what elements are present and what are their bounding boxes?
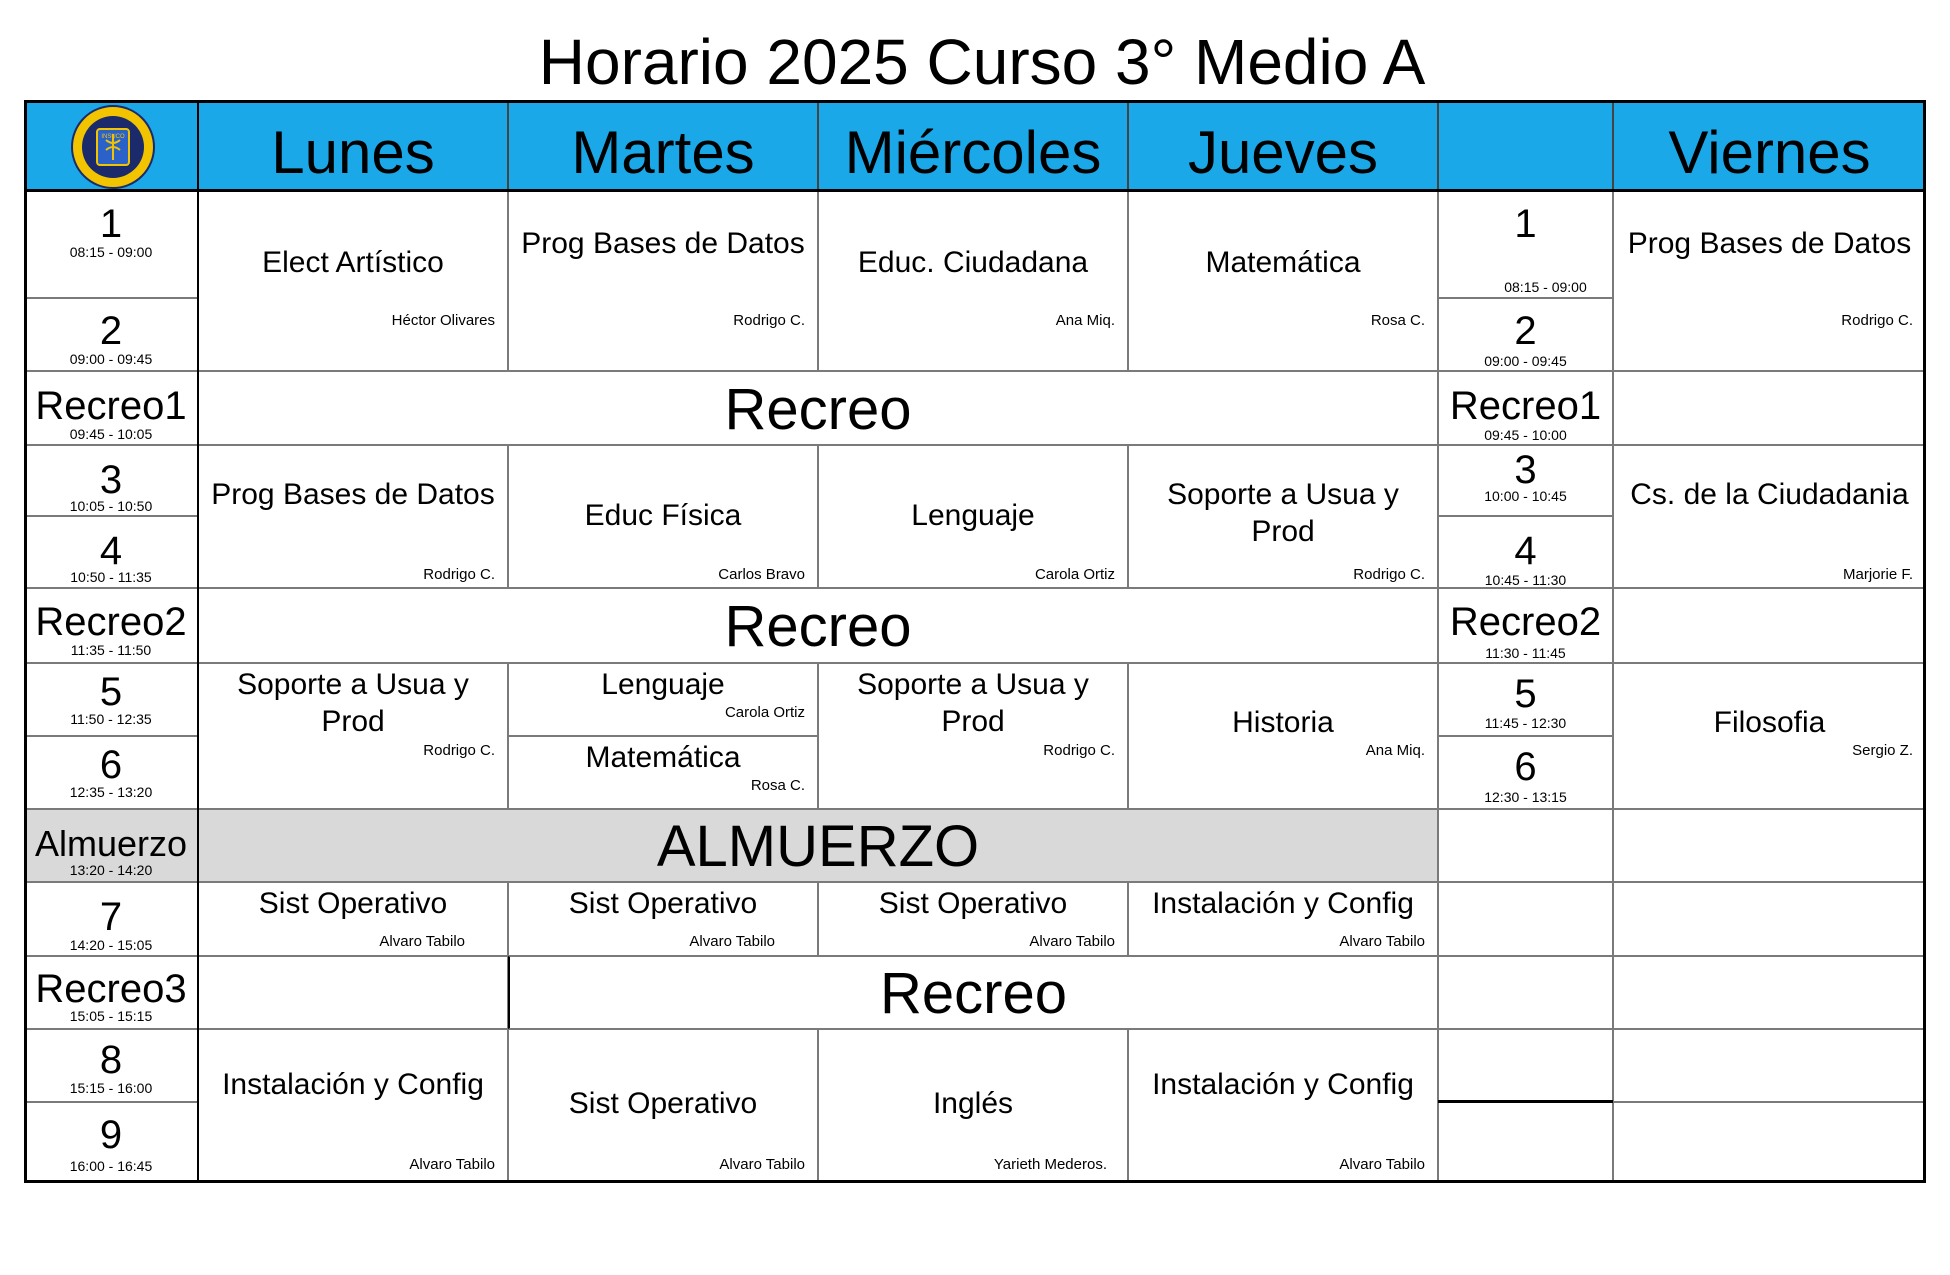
period-time: 14:20 - 15:05 [69,937,153,953]
period-3 [24,445,198,516]
period-label: Recreo1 [1449,384,1602,428]
class-cell [818,663,1128,809]
period-label: 5 [99,670,123,714]
friday-period-6 [1438,736,1613,809]
day-label: Jueves [1187,119,1379,186]
class-cell [818,1029,1128,1183]
header-lunes [198,100,508,191]
period-time: 09:45 - 10:05 [69,426,153,442]
subject: Instalación y Config [1152,1068,1414,1101]
page-title: Horario 2025 Curso 3° Medio A [538,26,1426,98]
period-2 [24,298,198,371]
class-cell [508,663,818,736]
period-label: Recreo2 [35,600,187,644]
subject: Prog Bases de Datos [211,478,495,511]
period-time: 11:45 - 12:30 [1484,715,1567,731]
period-time: 09:45 - 10:00 [1484,427,1567,443]
period-label: 5 [1514,672,1537,716]
period-label: 4 [99,529,123,573]
break-label: Recreo [724,377,912,442]
teacher: Rodrigo C. [423,742,495,759]
class-cell [1128,191,1438,371]
period-time: 11:35 - 11:50 [70,642,152,658]
period-label: 6 [99,743,123,787]
period-label: 4 [1514,529,1537,573]
class-cell [1128,445,1438,588]
period-7 [24,882,198,956]
class-cell [1613,445,1926,588]
period-5 [24,663,198,736]
period-time: 09:00 - 09:45 [69,351,153,367]
empty-cell [1613,588,1926,663]
friday-period-4 [1438,516,1613,588]
teacher: Carlos Bravo [718,566,805,583]
empty-cell [1438,956,1613,1029]
day-label: Lunes [271,119,435,186]
period-time: 10:05 - 10:50 [69,498,153,514]
subject: Sist Operativo [258,887,448,920]
class-cell [198,1029,508,1183]
teacher: Alvaro Tabilo [1029,933,1115,950]
teacher: Rodrigo C. [733,312,805,329]
period-label: Recreo3 [35,967,187,1011]
subject: Lenguaje [911,499,1035,532]
period-label: 3 [1514,448,1537,492]
break-label: Recreo [880,961,1067,1026]
period-label: 3 [99,458,123,502]
period-label: 2 [1514,309,1537,353]
period-time: 08:15 - 09:00 [69,244,153,260]
period-1 [24,191,198,298]
class-cell [198,191,508,371]
class-cell [1613,191,1926,371]
teacher: Rodrigo C. [1841,312,1913,329]
empty-cell [1613,956,1926,1029]
teacher: Alvaro Tabilo [1339,933,1425,950]
teacher: Rosa C. [1370,312,1425,329]
period-time: 12:30 - 13:15 [1484,789,1567,805]
header-jueves [1128,100,1438,191]
subject: Educ. Ciudadana [857,246,1089,279]
class-cell [508,882,818,956]
column-separator [197,100,199,1183]
subject: Soporte a Usua y Prod [857,668,1089,738]
period-time: 15:15 - 16:00 [69,1080,153,1096]
subject: Matemática [1205,246,1361,279]
period-9 [24,1102,198,1183]
subject: Inglés [932,1087,1014,1120]
period-time: 11:30 - 11:45 [1485,645,1566,661]
teacher: Alvaro Tabilo [409,1156,495,1173]
period-label: 6 [1514,745,1537,789]
period-label: 1 [99,202,123,246]
teacher: Carola Ortiz [1034,566,1115,583]
class-cell [508,445,818,588]
subject: Soporte a Usua y Prod [1167,478,1399,548]
friday-period-recreo1 [1438,371,1613,445]
teacher: Marjorie F. [1842,566,1913,583]
period-4 [24,516,198,588]
class-cell [508,191,818,371]
friday-period-2 [1438,298,1613,371]
teacher: Ana Miq. [1365,742,1425,759]
recreo-band-1 [198,371,1438,445]
period-label: 9 [99,1113,123,1157]
class-cell [1613,663,1926,809]
empty-cell [1613,1102,1926,1183]
teacher: Alvaro Tabilo [719,1156,805,1173]
empty-cell [1613,882,1926,956]
logo-center-text: INSUCO [101,134,125,140]
period-time: 11:50 - 12:35 [70,711,152,727]
empty-cell [1438,882,1613,956]
class-cell [818,445,1128,588]
teacher: Rosa C. [750,777,805,794]
school-logo [70,104,156,190]
teacher: Ana Miq. [1055,312,1115,329]
period-label: 7 [99,895,123,939]
empty-cell [1613,371,1926,445]
subject: Prog Bases de Datos [1627,227,1912,260]
period-label: Recreo2 [1449,600,1602,644]
class-cell [198,882,508,956]
teacher: Rodrigo C. [423,566,495,583]
subject: Sist Operativo [568,1087,758,1120]
subject: Filosofia [1713,706,1826,739]
almuerzo-band [198,809,1438,882]
subject: Instalación y Config [1152,887,1414,920]
header-bottom-line [24,189,1926,192]
teacher: Yarieth Mederos. [993,1156,1107,1173]
period-recreo2 [24,588,198,663]
period-time: 09:00 - 09:45 [1484,353,1567,369]
period-recreo3 [24,956,198,1029]
period-time: 08:15 - 09:00 [1504,279,1587,295]
period-8 [24,1029,198,1102]
empty-cell [1613,809,1926,882]
teacher: Alvaro Tabilo [379,933,465,950]
subject: Instalación y Config [222,1068,484,1101]
break-label: Recreo [724,594,912,659]
header-martes [508,100,818,191]
subject: Prog Bases de Datos [521,227,805,260]
class-cell [1128,1029,1438,1183]
class-cell [818,882,1128,956]
period-time: 16:00 - 16:45 [69,1158,153,1174]
teacher: Héctor Olivares [391,312,495,329]
period-label: Almuerzo [34,823,188,864]
empty-cell [1438,809,1613,882]
class-cell [1128,663,1438,809]
class-cell [198,663,508,809]
header-viernes [1613,100,1926,191]
day-label: Viernes [1668,119,1871,186]
period-label: 1 [1514,202,1537,246]
teacher: Sergio Z. [1852,742,1913,759]
period-recreo1 [24,371,198,445]
empty-cell [1438,1029,1613,1102]
subject: Educ Física [584,499,742,532]
divider-line [1438,1100,1613,1103]
teacher: Carola Ortiz [724,704,805,721]
class-cell [508,736,818,809]
recreo-band-2 [198,588,1438,663]
class-cell [1128,882,1438,956]
period-label: Recreo1 [35,384,187,428]
empty-cell [198,956,508,1029]
break-label: ALMUERZO [656,814,980,879]
period-time: 12:35 - 13:20 [69,784,153,800]
period-time: 10:45 - 11:30 [1484,572,1567,588]
class-cell [508,1029,818,1183]
period-label: 2 [99,309,123,353]
empty-cell [1613,1029,1926,1102]
recreo-band-3 [508,956,1438,1029]
class-cell [818,191,1128,371]
header-friday-periods [1438,100,1613,191]
subject: Elect Artístico [262,246,444,279]
period-time: 15:05 - 15:15 [69,1008,153,1024]
subject: Historia [1232,706,1334,739]
friday-period-1 [1438,191,1613,298]
friday-period-recreo2 [1438,588,1613,663]
header-miercoles [818,100,1128,191]
subject: Sist Operativo [568,887,758,920]
friday-period-3 [1438,445,1613,516]
period-time: 10:50 - 11:35 [70,569,152,585]
friday-period-5 [1438,663,1613,736]
period-almuerzo [24,809,198,882]
period-6 [24,736,198,809]
day-label: Martes [571,119,755,186]
period-label: 8 [99,1038,123,1082]
subject: Matemática [585,741,741,774]
subject: Sist Operativo [878,887,1068,920]
period-time: 10:00 - 10:45 [1484,488,1567,504]
subject: Cs. de la Ciudadania [1630,478,1909,511]
subject: Lenguaje [601,668,725,701]
teacher: Rodrigo C. [1043,742,1115,759]
teacher: Alvaro Tabilo [689,933,775,950]
period-time: 13:20 - 14:20 [69,862,153,878]
empty-cell [1438,1102,1613,1183]
day-label: Miércoles [844,119,1102,186]
teacher: Rodrigo C. [1353,566,1425,583]
subject: Soporte a Usua y Prod [237,668,469,738]
class-cell [198,445,508,588]
teacher: Alvaro Tabilo [1339,1156,1425,1173]
